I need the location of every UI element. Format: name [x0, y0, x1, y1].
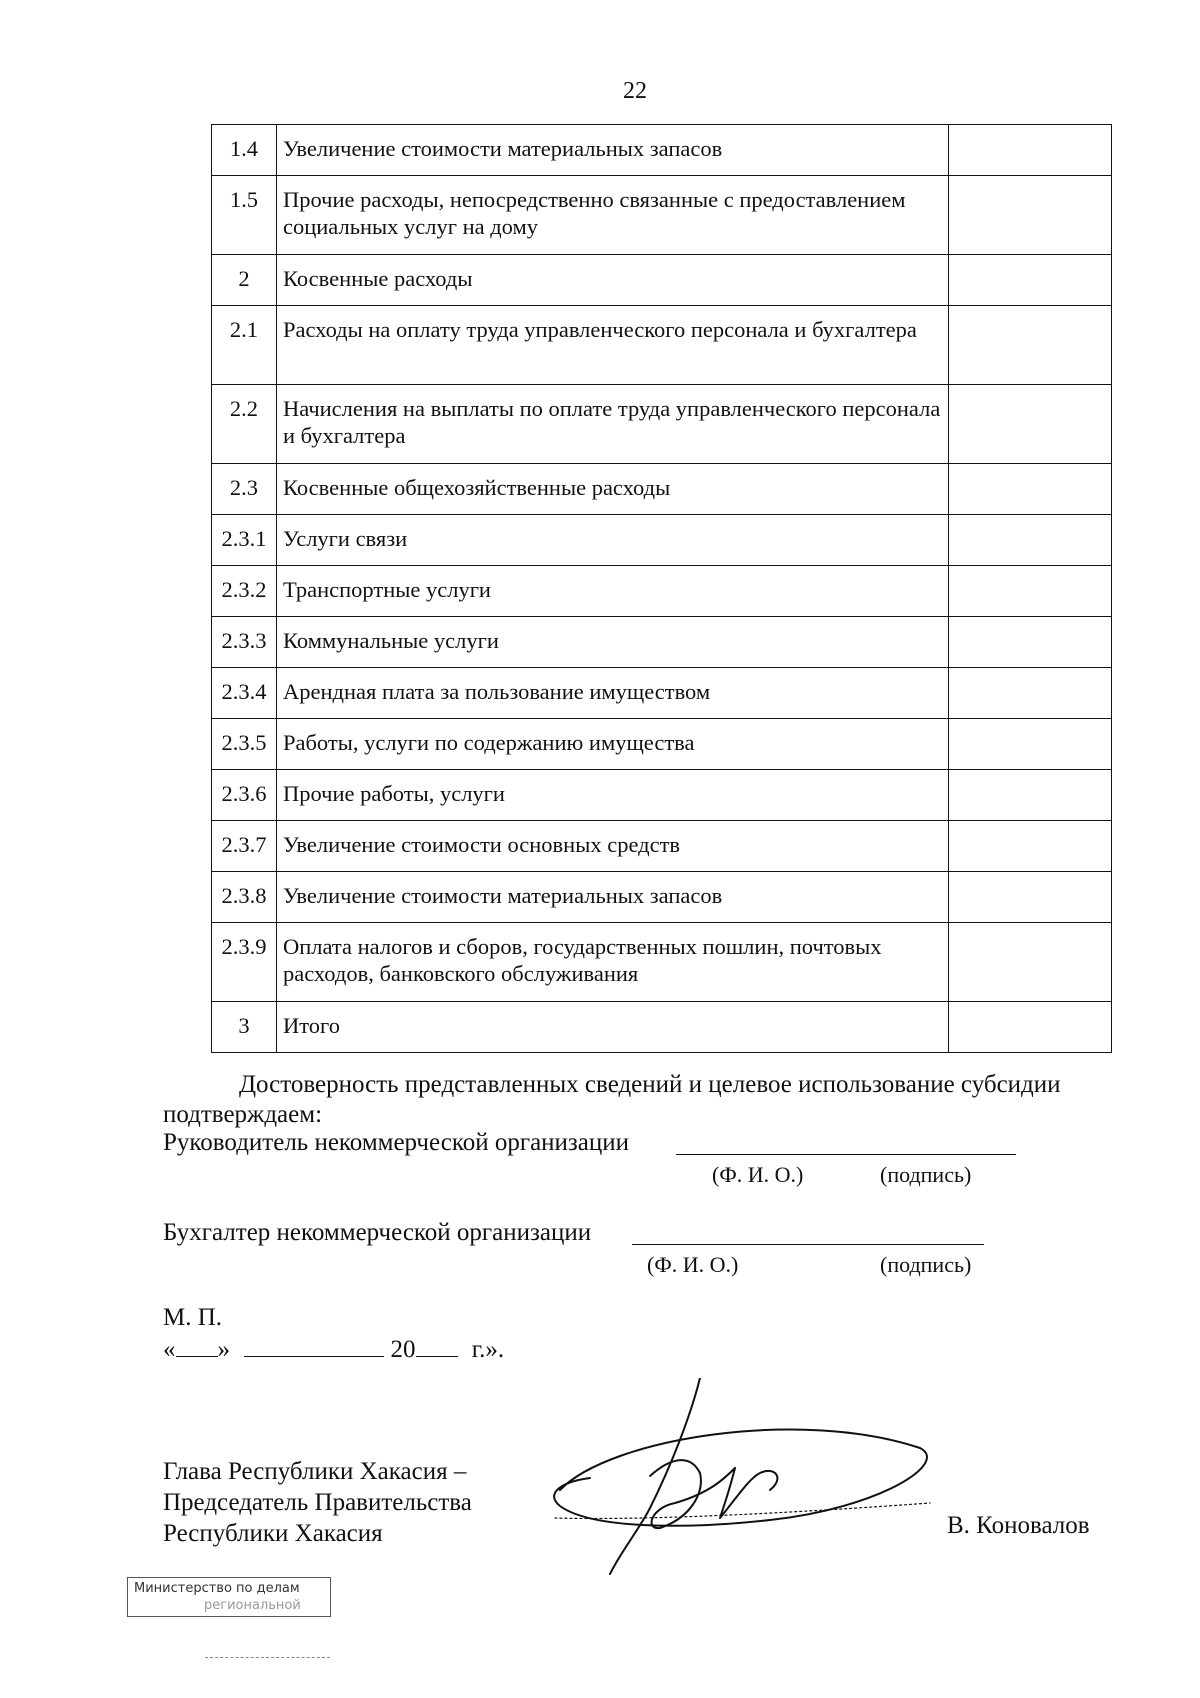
- head-title-line-1: Глава Республики Хакасия –: [163, 1458, 467, 1485]
- stamp-underline: [205, 1657, 330, 1658]
- accountant-fio-signature-line[interactable]: [632, 1244, 984, 1245]
- head-title: [163, 1456, 472, 1549]
- row-value-cell[interactable]: [949, 770, 1112, 821]
- head-title-line-2: Председатель Правительства: [163, 1489, 472, 1516]
- row-number: 2: [212, 255, 277, 306]
- head-name: В. Коновалов: [947, 1512, 1090, 1539]
- table-row: [212, 617, 1112, 668]
- row-value-cell[interactable]: [949, 464, 1112, 515]
- row-value-cell[interactable]: [949, 872, 1112, 923]
- row-value-cell[interactable]: [949, 385, 1112, 464]
- row-label: Увеличение стоимости материальных запасов: [276, 872, 948, 923]
- row-label: Прочие работы, услуги: [276, 770, 948, 821]
- row-label: Арендная плата за пользование имуществом: [276, 668, 948, 719]
- row-number: 1.5: [212, 176, 277, 255]
- row-number: 2.1: [212, 306, 277, 385]
- row-number: 2.3.8: [212, 872, 277, 923]
- row-value-cell[interactable]: [949, 719, 1112, 770]
- row-value-cell[interactable]: [949, 566, 1112, 617]
- budget-table: [211, 124, 1112, 1053]
- row-label: Косвенные общехозяйственные расходы: [276, 464, 948, 515]
- row-number: 2.3.6: [212, 770, 277, 821]
- row-label: Оплата налогов и сборов, государственных пошлин, почтовых расходов, банковского обслуживания: [276, 923, 948, 1002]
- row-value-cell[interactable]: [949, 668, 1112, 719]
- row-label: Прочие расходы, непосредственно связанные с предоставлением социальных услуг на дому: [276, 176, 948, 255]
- row-label: Транспортные услуги: [276, 566, 948, 617]
- date-day-blank[interactable]: [176, 1334, 218, 1357]
- table-row: [212, 923, 1112, 1002]
- row-label: Работы, услуги по содержанию имущества: [276, 719, 948, 770]
- row-number: 2.3: [212, 464, 277, 515]
- table-row: [212, 821, 1112, 872]
- row-number: 2.3.1: [212, 515, 277, 566]
- row-number: 2.3.9: [212, 923, 277, 1002]
- row-value-cell[interactable]: [949, 515, 1112, 566]
- registry-stamp-line-2: региональной: [204, 1598, 301, 1613]
- head-title-line-3: Республики Хакасия: [163, 1520, 383, 1547]
- row-value-cell[interactable]: [949, 1002, 1112, 1053]
- registry-stamp-line-1: Министерство по делам: [134, 1581, 300, 1596]
- row-label: Косвенные расходы: [276, 255, 948, 306]
- table-row: [212, 719, 1112, 770]
- table-row: [212, 176, 1112, 255]
- director-fio-caption: (Ф. И. О.): [712, 1162, 804, 1187]
- row-value-cell[interactable]: [949, 176, 1112, 255]
- stamp-place-label: М. П.: [163, 1304, 223, 1331]
- date-open-quote: «: [163, 1336, 176, 1363]
- table-row: [212, 464, 1112, 515]
- director-fio-signature-line[interactable]: [676, 1154, 1016, 1155]
- date-close-quote: »: [217, 1336, 230, 1363]
- date-year-suffix: г.».: [471, 1336, 505, 1363]
- table-row: [212, 872, 1112, 923]
- accountant-signature-caption: (подпись): [880, 1252, 972, 1277]
- row-label: Начисления на выплаты по оплате труда управленческого персонала и бухгалтера: [276, 385, 948, 464]
- table-row: [212, 306, 1112, 385]
- confirmation-text: [163, 1070, 1123, 1130]
- table-row: [212, 515, 1112, 566]
- confirmation-line-1: Достоверность представленных сведений и целевое использование субсидии: [239, 1071, 1061, 1098]
- row-label: Услуги связи: [276, 515, 948, 566]
- table-row: [212, 1002, 1112, 1053]
- row-value-cell[interactable]: [949, 125, 1112, 176]
- row-value-cell[interactable]: [949, 306, 1112, 385]
- accountant-label: Бухгалтер некоммерческой организации: [163, 1219, 592, 1246]
- date-month-blank[interactable]: [244, 1334, 384, 1357]
- table-row: [212, 770, 1112, 821]
- confirmation-line-2: подтверждаем:: [163, 1101, 323, 1128]
- table-row: [212, 566, 1112, 617]
- handwritten-signature: [550, 1378, 940, 1578]
- row-number: 2.2: [212, 385, 277, 464]
- table-row: [212, 125, 1112, 176]
- date-year-prefix: 20: [390, 1336, 416, 1363]
- date-line: [163, 1334, 504, 1365]
- table-row: [212, 668, 1112, 719]
- director-signature-caption: (подпись): [880, 1162, 972, 1187]
- table-row: [212, 385, 1112, 464]
- row-value-cell[interactable]: [949, 821, 1112, 872]
- row-label: Итого: [276, 1002, 948, 1053]
- row-number: 2.3.7: [212, 821, 277, 872]
- row-label: Коммунальные услуги: [276, 617, 948, 668]
- row-number: 2.3.4: [212, 668, 277, 719]
- budget-table-body: [212, 125, 1112, 1053]
- row-label: Увеличение стоимости основных средств: [276, 821, 948, 872]
- page-number: 22: [623, 78, 647, 104]
- date-year-blank[interactable]: [416, 1334, 458, 1357]
- row-label: Увеличение стоимости материальных запасов: [276, 125, 948, 176]
- registry-stamp: [127, 1577, 331, 1617]
- row-number: 1.4: [212, 125, 277, 176]
- row-value-cell[interactable]: [949, 617, 1112, 668]
- row-value-cell[interactable]: [949, 255, 1112, 306]
- accountant-fio-caption: (Ф. И. О.): [647, 1252, 739, 1277]
- table-row: [212, 255, 1112, 306]
- director-label: Руководитель некоммерческой организации: [163, 1129, 630, 1156]
- row-label: Расходы на оплату труда управленческого персонала и бухгалтера: [276, 306, 948, 385]
- row-number: 2.3.5: [212, 719, 277, 770]
- row-value-cell[interactable]: [949, 923, 1112, 1002]
- row-number: 2.3.2: [212, 566, 277, 617]
- row-number: 3: [212, 1002, 277, 1053]
- row-number: 2.3.3: [212, 617, 277, 668]
